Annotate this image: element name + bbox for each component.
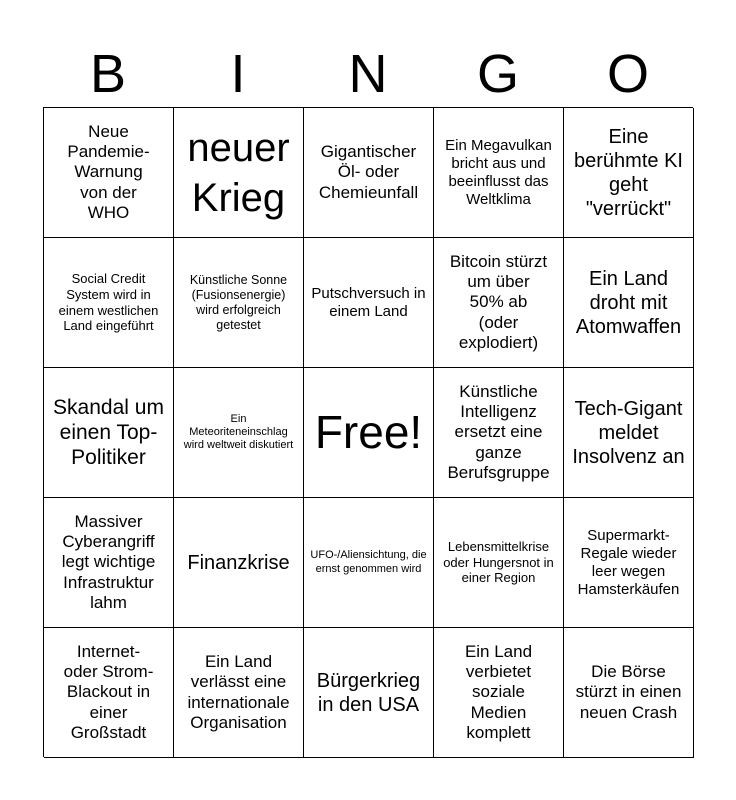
bingo-cell[interactable]: [174, 368, 304, 498]
bingo-cell[interactable]: [174, 108, 304, 238]
header-letter-b: B: [89, 44, 127, 104]
cell-text: Social Credit System wird in einem westlichen Land eingeführt: [58, 271, 159, 334]
bingo-cell[interactable]: [434, 238, 564, 368]
bingo-cell[interactable]: [304, 628, 434, 758]
bingo-cell[interactable]: [44, 498, 174, 628]
header-letter-g: G: [476, 44, 519, 104]
cell-text: Bitcoin stürzt um über 50% ab (oder explodiert): [449, 251, 548, 353]
cell-text: Bürgerkrieg in den USA: [316, 669, 421, 716]
cell-text: Ein Land verlässt eine internationale Organisation: [187, 651, 290, 732]
cell-text: Finanzkrise: [187, 551, 290, 574]
cell-text: Die Börse stürzt in einen neuen Crash: [575, 661, 682, 722]
bingo-cell[interactable]: [564, 628, 694, 758]
cell-text: Eine berühmte KI geht "verrückt": [574, 125, 683, 220]
bingo-cell[interactable]: [564, 238, 694, 368]
cell-text: Künstliche Intelligenz ersetzt eine ganze Berufsgruppe: [447, 381, 550, 483]
header-letter-o: O: [606, 44, 649, 104]
cell-text: Lebensmittelkrise oder Hungersnot in einer Region: [443, 539, 554, 586]
cell-text: Putschversuch in einem Land: [311, 284, 426, 320]
bingo-cell[interactable]: [174, 498, 304, 628]
cell-text: Skandal um einen Top-Politiker: [53, 395, 164, 470]
bingo-cell[interactable]: [174, 628, 304, 758]
bingo-cell[interactable]: [564, 498, 694, 628]
cell-text: Supermarkt-Regale wieder leer wegen Hamsterkäufen: [577, 526, 680, 598]
header-letter-i: I: [230, 44, 246, 104]
cell-text: Ein Land verbietet soziale Medien komplett: [464, 641, 533, 743]
bingo-cell[interactable]: [434, 108, 564, 238]
cell-text: Neue Pandemie-Warnung von der WHO: [67, 121, 150, 223]
bingo-cell[interactable]: [434, 628, 564, 758]
cell-text: Free!: [314, 405, 423, 458]
bingo-cell[interactable]: [174, 238, 304, 368]
bingo-cell[interactable]: [44, 628, 174, 758]
bingo-cell[interactable]: [564, 368, 694, 498]
bingo-cell[interactable]: [304, 108, 434, 238]
cell-text: Massiver Cyberangriff legt wichtige Infrastruktur lahm: [61, 511, 156, 613]
header-letter-n: N: [348, 44, 388, 104]
bingo-cell[interactable]: [434, 368, 564, 498]
cell-text: UFO-/Aliensichtung, die ernst genommen wird: [310, 549, 427, 575]
bingo-grid: [43, 107, 693, 757]
bingo-cell[interactable]: [44, 238, 174, 368]
cell-text: Ein Megavulkan bricht aus und beeinflusst das Weltklima: [445, 136, 552, 208]
cell-text: Tech-Gigant meldet Insolvenz an: [572, 397, 685, 468]
bingo-cell[interactable]: [304, 498, 434, 628]
bingo-cell[interactable]: [44, 368, 174, 498]
cell-text: neuer Krieg: [187, 125, 290, 220]
bingo-cell[interactable]: [44, 108, 174, 238]
bingo-cell[interactable]: [304, 238, 434, 368]
cell-text: Künstliche Sonne (Fusionsenergie) wird erfolgreich getestet: [189, 272, 288, 332]
free-space[interactable]: [304, 368, 434, 498]
cell-text: Ein Meteoriteneinschlag wird weltweit diskutiert: [183, 412, 294, 452]
cell-text: Internet- oder Strom-Blackout in einer Großstadt: [63, 641, 154, 743]
bingo-cell[interactable]: [564, 108, 694, 238]
cell-text: Gigantischer Öl- oder Chemieunfall: [318, 141, 419, 202]
bingo-cell[interactable]: [434, 498, 564, 628]
bingo-header: [43, 40, 693, 108]
cell-text: Ein Land droht mit Atomwaffen: [575, 267, 682, 338]
